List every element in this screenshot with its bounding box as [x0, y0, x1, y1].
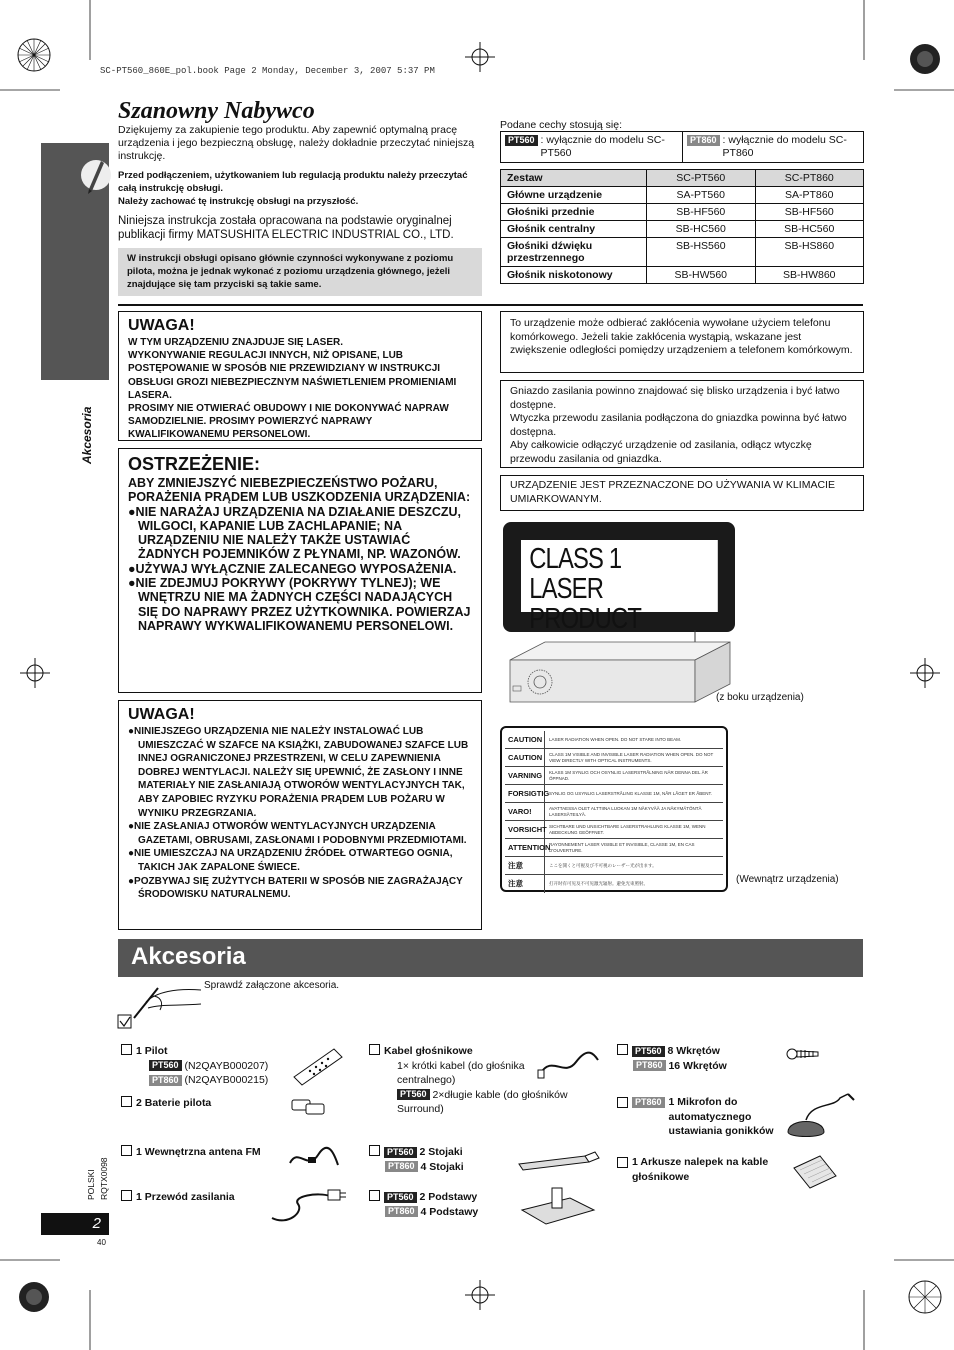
registration-dot-icon — [15, 1278, 53, 1316]
battery-icon — [290, 1096, 334, 1118]
remote-control-note: W instrukcji obsługi opisano głównie czynności wykonywane z poziomu pilota, można je jednak wykonać z poziomu urządzenia głównego, jeżeli znajdujące się tam przyciski są takie same. — [118, 248, 482, 296]
accessories-heading: Akcesoria — [118, 939, 863, 977]
label-row: 注意 ここを開くと可視及び不可視のレーザー光が出ます。 — [505, 857, 723, 875]
feature-pt860: PT860 : wyłącznie do modelu SC-PT860 — [682, 132, 863, 162]
accessory-fm-antenna: 1 Wewnętrzna antena FM — [121, 1145, 281, 1160]
table-row: Główne urządzenie SA-PT560 SA-PT860 — [501, 187, 864, 204]
label-row: VARO! AVATTAESSA OLET ALTTIINA LUOKAN 1M NÄKYVÄÄ JA NÄKYMÄTÖNTÄ LASERSÄTEILYÄ. — [505, 803, 723, 821]
list-item: ●NIE ZASŁANIAJ OTWORÓW WENTYLACYJNYCH URZĄDZENIA GAZETAMI, OBRUSAMI, ZASŁONAMI I PODOBNYMI PRZEDMIOTAMI. — [128, 821, 467, 846]
warning-box — [118, 448, 482, 693]
climate-box: URZĄDZENIE JEST PRZEZNACZONE DO UŻYWANIA W KLIMACIE UMIARKOWANYM. — [500, 475, 864, 511]
warning-intro: ABY ZMNIEJSZYĆ NIEBEZPIECZEŃSTWO POŻARU, PORAŻENIA PRĄDEM LUB USZKODZENIA URZĄDZENIA: — [128, 476, 471, 505]
accessory-bases: PT560 2 Podstawy PT860 4 Podstawy — [369, 1190, 519, 1219]
accessory-screws: PT560 8 Wkrętów PT860 16 Wkrętów — [617, 1044, 777, 1073]
ventilation-caution-box — [118, 700, 482, 930]
caution-heading: UWAGA! — [128, 706, 195, 723]
sidebar-tab — [41, 143, 109, 380]
list-item: ●UŻYWAJ WYŁĄCZNIE ZALECANEGO WYPOSAŻENIA. — [128, 561, 457, 576]
page-number: 2 — [41, 1213, 109, 1235]
inside-caption: (Wewnątrz urządzenia) — [736, 874, 839, 885]
side-caption: (z boku urządzenia) — [716, 692, 804, 703]
checkbox[interactable] — [369, 1145, 380, 1156]
label-row: 注意 打开时有可见及不可见激光辐射。避免光束照射。 — [505, 875, 723, 893]
sticker-sheet-icon — [790, 1154, 840, 1190]
sub-page-number: 40 — [97, 1238, 106, 1247]
checkbox[interactable] — [369, 1190, 380, 1201]
checkbox[interactable] — [617, 1097, 628, 1108]
accessory-stands: PT560 2 Stojaki PT860 4 Stojaki — [369, 1145, 519, 1174]
check-accessories-note: Sprawdź załączone akcesoria. — [204, 980, 340, 991]
list-item: ●POZBYWAJ SIĘ ZUŻYTYCH BATERII W SPOSÓB NIE ZAGRAŻAJĄCY ŚRODOWISKU NATURALNEMU. — [128, 875, 463, 901]
speaker-cable-icon — [536, 1046, 602, 1080]
book-header: SC-PT560_860E_pol.book Page 2 Monday, December 3, 2007 5:37 PM — [100, 66, 435, 76]
table-header-row: Zestaw SC-PT560 SC-PT860 — [501, 170, 864, 187]
caution-text: W TYM URZĄDZENIU ZNAJDUJE SIĘ LASER. WYKONYWANIE REGULACJI INNYCH, NIŻ OPISANE, LUB POSTĘPOWANIE W SPOSÓB NIE PRZEWIDZIANY W INSTRUKCJI OBSŁUGI GROZI NIEBEZPIECZNYM NAŚWIETLENIEM PROMIENIAMI LASERA. PROSIMY NIE OTWIERAĆ OBUDOWY I NIE DOKONYWAĆ NAPRAW SAMODZIELNIE. PROSIMY POWIERZYĆ NAPRAWY KWALIFIKOWANEMU PERSONELOWI. — [128, 337, 457, 441]
table-row: Głośnik niskotonowy SB-HW560 SB-HW860 — [501, 267, 864, 284]
label-row: ATTENTION RAYONNEMENT LASER VISIBLE ET INVISIBLE, CLASSE 1M, EN CAS D'OUVERTURE. — [505, 839, 723, 857]
checkbox[interactable] — [121, 1096, 132, 1107]
original-publication-note: Niniejsza instrukcja została opracowana na podstawie oryginalnej publikacji firmy MATSUSHITA ELECTRIC INDUSTRIAL CO., LTD. — [118, 215, 454, 241]
device-illustration — [505, 630, 735, 708]
antenna-icon — [288, 1143, 340, 1173]
table-row: Głośniki przednie SB-HF560 SB-HF560 — [501, 204, 864, 221]
label-row: VARNING KLASS 1M SYNLIG OCH OSYNLIG LASERSTRÅLNING NÄR DENNA DEL ÄR ÖPPNAD. — [505, 767, 723, 785]
label-row: CAUTION CLASS 1M VISIBLE AND INVISIBLE LASER RADIATION WHEN OPEN. DO NOT VIEW DIRECTLY WITH OPTICAL INSTRUMENTS. — [505, 749, 723, 767]
checkbox[interactable] — [121, 1044, 132, 1055]
laser-label-text: CLASS 1 LASER PRODUCT — [521, 540, 718, 612]
section-divider — [118, 304, 863, 306]
registration-mark-icon — [15, 36, 53, 74]
warning-heading: OSTRZEŻENIE: — [128, 454, 261, 474]
checkbox[interactable] — [121, 1145, 132, 1156]
read-manual-note: Przed podłączeniem, użytkowaniem lub regulacją produktu należy przeczytać całą instrukcję obsługi. Należy zachować tę instrukcję obsługi na przyszłość. — [118, 170, 468, 207]
model-tag-pt560: PT560 — [505, 135, 538, 146]
power-cord-icon — [268, 1182, 348, 1228]
crosshair-icon — [465, 42, 495, 72]
accessory-cable-stickers: 1 Arkusze nalepek na kable głośnikowe — [617, 1155, 787, 1184]
laser-class-label — [503, 522, 735, 635]
microphone-icon — [784, 1092, 858, 1142]
remote-control-icon — [290, 1045, 346, 1089]
accessory-batteries: 2 Baterie pilota — [121, 1096, 281, 1111]
accessory-microphone: PT860 1 Mikrofon do automatycznego ustawiania gonikków — [617, 1095, 787, 1139]
list-item: ●NIE ZDEJMUJ POKRYWY (POKRYWY TYLNEJ); WE WNĘTRZU NIE MA ŻADNYCH CZĘŚCI NADAJĄCYCH SIĘ DO NAPRAWY PRZEZ UŻYTKOWNIKA. POWIERZAJ NAPRAWY WYKWALIFIKOWANEMU PERSONELOWI. — [128, 576, 471, 633]
feature-pt560: PT560 : wyłącznie do modelu SC-PT560 — [501, 132, 682, 162]
footer-language: POLSKI — [86, 1169, 96, 1200]
features-label: Podane cechy stosują się: — [500, 119, 622, 131]
label-row: FORSIGTIG SYNLIG OG USYNLIG LASERSTRÅLING KLASSE 1M, NÅR LÅGET ER ÅBENT. — [505, 785, 723, 803]
screw-icon — [786, 1045, 820, 1063]
internal-warning-label — [500, 726, 728, 892]
hand-writing-icon — [116, 982, 206, 1032]
checkbox[interactable] — [617, 1157, 628, 1168]
pen-icon — [79, 155, 113, 197]
checkbox[interactable] — [617, 1044, 628, 1055]
crosshair-icon — [465, 1280, 495, 1310]
model-tag-pt860: PT860 — [687, 135, 720, 146]
phone-interference-box: To urządzenie może odbierać zakłócenia wywołane użyciem telefonu komórkowego. Jeżeli takie zakłócenia wystąpią, wskazane jest zwiększenie odległości pomiędzy urządzeniem a telefonem komórkowym. — [500, 311, 864, 373]
table-row: Głośniki dźwięku przestrzennego SB-HS560 SB-HS860 — [501, 238, 864, 267]
table-row: Głośnik centralny SB-HC560 SB-HC560 — [501, 221, 864, 238]
stand-base-icon — [518, 1182, 598, 1232]
label-row: CAUTION LASER RADIATION WHEN OPEN. DO NOT STARE INTO BEAM. — [505, 731, 723, 749]
checkbox[interactable] — [369, 1044, 380, 1055]
list-item: ●NIE UMIESZCZAJ NA URZĄDZENIU ŹRÓDEŁ OTWARTEGO OGNIA, TAKICH JAK ZAPALONE ŚWIECE. — [128, 848, 453, 873]
stand-pole-icon — [515, 1148, 605, 1176]
registration-mark-icon — [906, 1278, 944, 1316]
registration-dot-icon — [906, 40, 944, 78]
system-components-table — [500, 169, 864, 284]
crosshair-icon — [20, 658, 50, 688]
accessory-speaker-cables: Kabel głośnikowe 1× krótki kabel (do głośnika centralnego) PT560 2×długie kable (do głośników Surround) — [369, 1044, 584, 1117]
power-outlet-box: Gniazdo zasilania powinno znajdować się blisko urządzenia i być łatwo dostępne. Wtyczka przewodu zasilania podłączona do gniazdka powinna być łatwo dostępna. Aby całkowicie odłączyć urządzenie od zasilania, odłącz wtyczkę przewodu zasilania od gniazdka. — [500, 380, 864, 468]
list-item: ●NIE NARAŻAJ URZĄDZENIA NA DZIAŁANIE DESZCZU, WILGOCI, KAPANIE LUB ZACHLAPANIE; NA URZĄDZENIU NIE NALEŻY TAKŻE USTAWIAĆ ŻADNYCH POJEMNIKÓW Z PŁYNAMI, NP. WAZONÓW. — [128, 504, 462, 562]
checkbox[interactable] — [121, 1190, 132, 1201]
laser-caution-box — [118, 311, 482, 441]
accessory-remote: 1 Pilot PT560 (N2QAYB000207) PT860 (N2QAYB000215) — [121, 1044, 281, 1088]
sidebar-section-label: Akcesoria — [80, 406, 94, 464]
crosshair-icon — [910, 658, 940, 688]
intro-text: Dziękujemy za zakupienie tego produktu. Aby zapewnić optymalną pracę urządzenia i jego bezpieczną obsługę, należy dokładnie przeczytać niniejszą instrukcję. — [118, 124, 475, 162]
footer-code: RQTX0098 — [99, 1157, 109, 1200]
label-row: VORSICHT SICHTBARE UND UNSICHTBARE LASERSTRAHLUNG KLASSE 1M, WENN ABDECKUNG GEÖFFNET. — [505, 821, 723, 839]
page-title: Szanowny Nabywco — [118, 98, 315, 124]
caution-heading: UWAGA! — [128, 317, 195, 334]
accessory-power-cord: 1 Przewód zasilania — [121, 1190, 281, 1205]
list-item: ●NINIEJSZEGO URZĄDZENIA NIE NALEŻY INSTALOWAĆ LUB UMIESZCZAĆ W SZAFCE NA KSIĄŻKI, ZABUDOWANEJ SZAFCE LUB INNEJ OGRANICZONEJ PRZESTRZENI, W CELU ZAPEWNIENIA DOBREJ WENTYLACJI. NALEŻY SIĘ UPEWNIĆ, ŻE ZASŁONY I INNE MATERIAŁY NIE ZASŁANIAJĄ OTWORÓW WENTYLACYJNYCH TAK, ABY ZAPOBIEC RYZYKU PORAŻENIA PRĄDEM LUB POŻARU W WYNIKU PRZEGRZANIA. — [128, 726, 469, 819]
features-legend — [500, 131, 864, 163]
